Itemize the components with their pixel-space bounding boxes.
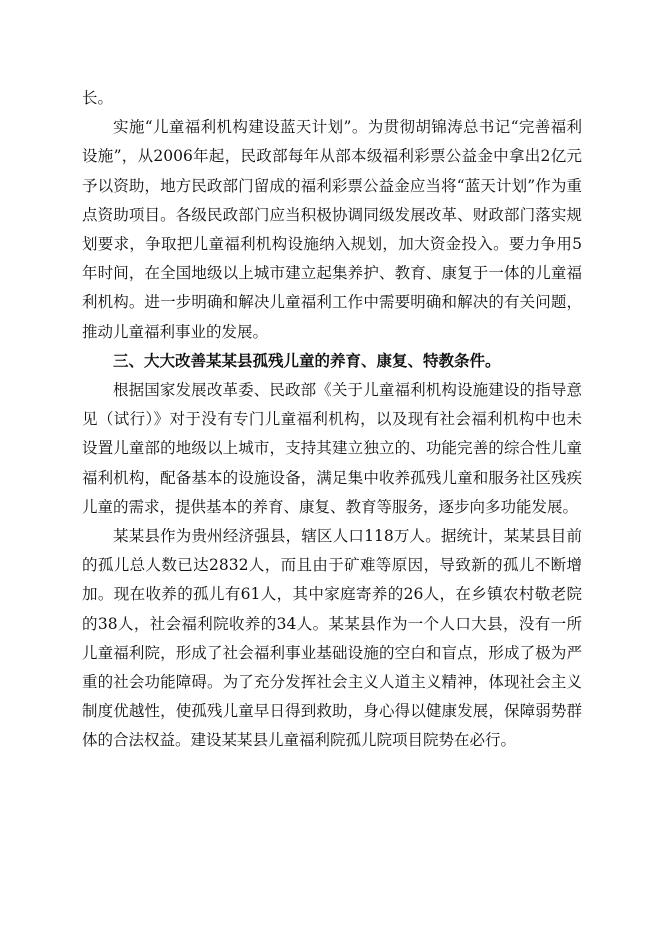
paragraph-county-situation: 某某县作为贵州经济强县，辖区人口118万人。据统计，某某县目前的孤儿总人数已达2832人，而且由于矿难等原因，导致新的孤儿不断增加。现在收养的孤儿有61人，其中家庭寄养的26人，在乡镇农村敬老院的38人，社会福利院收养的34人。某某县作为一个人口大县，没有一所儿童福利院，形成了社会福利事业基础设施的空白和盲点，形成了极为严重的社会功能障碍。为了充分发挥社会主义人道主义精神，体现社会主义制度优越性，使孤残儿童早日得到救助，身心得以健康发展，保障弱势群体的合法权益。建设某某县儿童福利院孤儿院项目院势在必行。 <box>82 527 582 750</box>
document-body <box>82 84 582 756</box>
paragraph-continuation: 长。 <box>82 89 114 107</box>
paragraph-blue-sky-plan: 实施“儿童福利机构建设蓝天计划”。为贯彻胡锦涛总书记“完善福利设施”，从2006年起，民政部每年从部本级福利彩票公益金中拿出2亿元予以资助，地方民政部门留成的福利彩票公益金应当将“蓝天计划”作为重点资助项目。各级民政部门应当积极协调同级发展改革、财政部门落实规划要求，争取把儿童福利机构设施纳入规划，加大资金投入。要力争用5年时间，在全国地级以上城市建立起集养护、教育、康复于一体的儿童福利机构。进一步明确和解决儿童福利工作中需要明确和解决的有关问题，推动儿童福利事业的发展。 <box>82 118 582 341</box>
paragraph-guidance: 根据国家发展改革委、民政部《关于儿童福利机构设施建设的指导意见（试行）》对于没有专门儿童福利机构，以及现有社会福利机构中也未设置儿童部的地级以上城市，支持其建立独立的、功能完善的综合性儿童福利机构，配备基本的设施设备，满足集中收养孤残儿童和服务社区残疾儿童的需求，提供基本的养育、康复、教育等服务，逐步向多功能发展。 <box>82 381 582 516</box>
section-heading-three: 三、大大改善某某县孤残儿童的养育、康复、特教条件。 <box>113 351 501 370</box>
